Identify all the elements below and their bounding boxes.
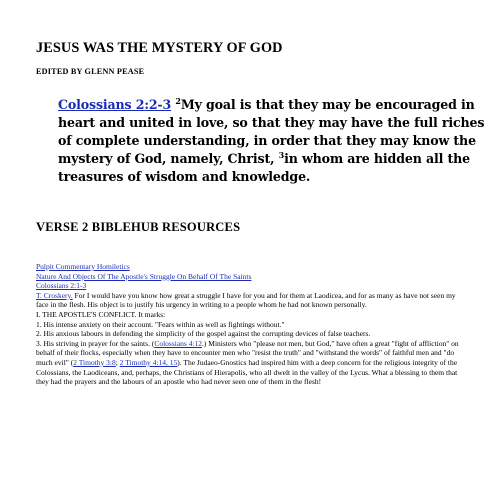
editor-credit: EDITED BY GLENN PEASE <box>36 67 145 76</box>
verse-text: My goal is that they may be encouraged in heart and united in love, so that they may have the full riches of complete understanding, in order that they may know the mystery of God, namely, Christ, <box>58 97 485 167</box>
verse-text: in whom are hidden all the treasures of wisdom and knowledge. <box>58 151 471 185</box>
scripture-link[interactable]: Colossians 4:12 <box>154 338 203 348</box>
paragraph-text: ). The Judaeo-Gnostics had inspired him with a deep concern for the religious integrity of the Colossians, the Laodiceans, and, perhaps, the Christians of Hierapolis, who all dwelt in the valley of the Lycus. What a blessing to them that they had the prayers and the labours of an apostle who had never seen one of them in the flesh! <box>36 357 458 387</box>
verse-reference-link[interactable]: Colossians 2:2-3 <box>58 97 172 112</box>
verse-number: 3 <box>278 150 285 161</box>
colossians-reference-link[interactable]: Colossians 2:1-3 <box>36 281 87 291</box>
paragraph-text: 3. His striving in prayer for the saints. ( <box>36 338 155 348</box>
section-heading: VERSE 2 BIBLEHUB RESOURCES <box>36 220 241 234</box>
paragraph <box>36 339 462 387</box>
paragraph: 2. His anxious labours in defending the simplicity of the gospel against the corrupting devices of false teachers. <box>36 329 371 339</box>
document-title: JESUS WAS THE MYSTERY OF GOD <box>36 40 283 56</box>
paragraph <box>36 291 462 310</box>
scripture-link[interactable]: 2 Timothy 4:14, 15 <box>119 357 178 367</box>
verse-block <box>58 96 494 186</box>
verse-number: 2 <box>175 96 181 106</box>
scripture-link[interactable]: 2 Timothy 3:8 <box>73 357 116 367</box>
nature-and-objects-link[interactable]: Nature And Objects Of The Apostle's Struggle On Behalf Of The Saints <box>36 271 252 281</box>
pulpit-commentary-link[interactable]: Pulpit Commentary Homiletics <box>36 262 130 271</box>
paragraph: I. THE APOSTLE'S CONFLICT. It marks: <box>36 309 166 319</box>
paragraph: 1. His intense anxiety on their account. "Fears within as well as fightings without." <box>36 319 285 329</box>
commentary-body <box>36 262 462 387</box>
paragraph-text: .) Ministers who "please not men, but God," have often a great "fight of affliction" on behalf of their flocks, especially when they have to encounter men who "resist the truth" and "withstand the words" of faithful men and "do much evil" ( <box>36 338 459 367</box>
author-link[interactable]: T. Croskery. <box>36 290 73 300</box>
paragraph-text: For I would have you know how great a struggle I have for you and for them at Laodicea, and for as many as have not seen my face in the flesh. His object is to justify his urgency in writing to a people whom he had not known personally. <box>36 290 456 310</box>
paragraph-text: ; <box>115 357 120 367</box>
